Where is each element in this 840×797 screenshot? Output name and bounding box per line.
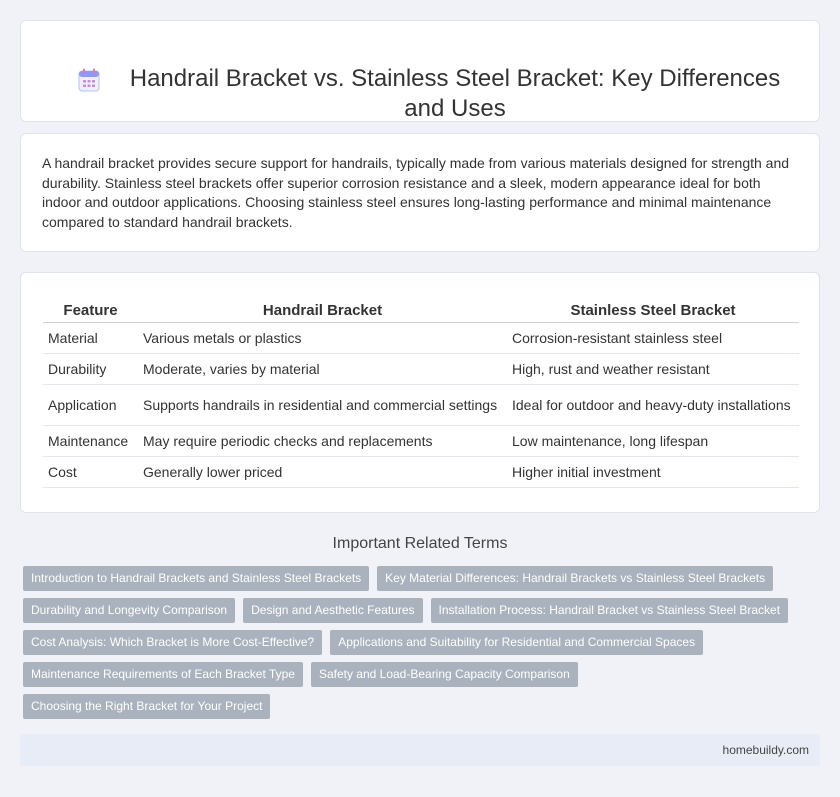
related-terms-list xyxy=(23,566,813,726)
related-term-tag[interactable]: Applications and Suitability for Residential and Commercial Spaces xyxy=(330,630,703,655)
feature-cell: Application xyxy=(43,384,138,425)
footer xyxy=(20,734,820,766)
comparison-card xyxy=(20,272,820,513)
related-term-tag[interactable]: Cost Analysis: Which Bracket is More Cost-Effective? xyxy=(23,630,322,655)
stainless-cell: High, rust and weather resistant xyxy=(507,353,799,384)
handrail-cell: Supports handrails in residential and commercial settings xyxy=(138,384,507,425)
related-term-tag[interactable]: Safety and Load-Bearing Capacity Comparison xyxy=(311,662,578,687)
stainless-cell: Higher initial investment xyxy=(507,456,799,487)
table-header-row xyxy=(43,294,799,322)
feature-cell: Durability xyxy=(43,353,138,384)
related-term-tag[interactable]: Choosing the Right Bracket for Your Project xyxy=(23,694,270,719)
header-feature: Feature xyxy=(43,294,138,322)
related-term-tag[interactable]: Key Material Differences: Handrail Brackets vs Stainless Steel Brackets xyxy=(377,566,773,591)
feature-cell: Maintenance xyxy=(43,425,138,456)
handrail-cell: May require periodic checks and replacements xyxy=(138,425,507,456)
table-row xyxy=(43,425,799,456)
handrail-cell: Various metals or plastics xyxy=(138,322,507,353)
stainless-cell: Low maintenance, long lifespan xyxy=(507,425,799,456)
comparison-table xyxy=(43,294,799,488)
header-stainless-steel-bracket: Stainless Steel Bracket xyxy=(507,294,799,322)
stainless-cell: Ideal for outdoor and heavy-duty installations xyxy=(507,384,799,425)
intro-paragraph: A handrail bracket provides secure support for handrails, typically made from various materials designed for strength and durability. Stainless steel brackets offer superior corrosion resistance and a sleek, modern appearance ideal for both indoor and outdoor applications. Choosing stainless steel ensures long-lasting performance and minimal maintenance compared to standard handrail brackets. xyxy=(42,155,790,230)
table-row xyxy=(43,322,799,353)
intro-card xyxy=(20,133,820,252)
feature-cell: Material xyxy=(43,322,138,353)
stainless-cell: Corrosion-resistant stainless steel xyxy=(507,322,799,353)
related-term-tag[interactable]: Durability and Longevity Comparison xyxy=(23,598,235,623)
related-terms-heading: Important Related Terms xyxy=(332,535,508,552)
related-term-tag[interactable]: Maintenance Requirements of Each Bracket Type xyxy=(23,662,303,687)
page-title: Handrail Bracket vs. Stainless Steel Bracket: Key Differences and Uses xyxy=(129,65,781,122)
related-term-tag[interactable]: Introduction to Handrail Brackets and Stainless Steel Brackets xyxy=(23,566,369,591)
handrail-cell: Generally lower priced xyxy=(138,456,507,487)
related-term-tag[interactable]: Design and Aesthetic Features xyxy=(243,598,422,623)
feature-cell: Cost xyxy=(43,456,138,487)
title-card xyxy=(20,20,820,122)
table-row xyxy=(43,384,799,425)
footer-site-link[interactable]: homebuildy.com xyxy=(722,743,809,757)
handrail-cell: Moderate, varies by material xyxy=(138,353,507,384)
header-handrail-bracket: Handrail Bracket xyxy=(138,294,507,322)
related-term-tag[interactable]: Installation Process: Handrail Bracket vs Stainless Steel Bracket xyxy=(431,598,788,623)
calendar-icon xyxy=(78,68,100,92)
table-row xyxy=(43,456,799,487)
table-row xyxy=(43,353,799,384)
